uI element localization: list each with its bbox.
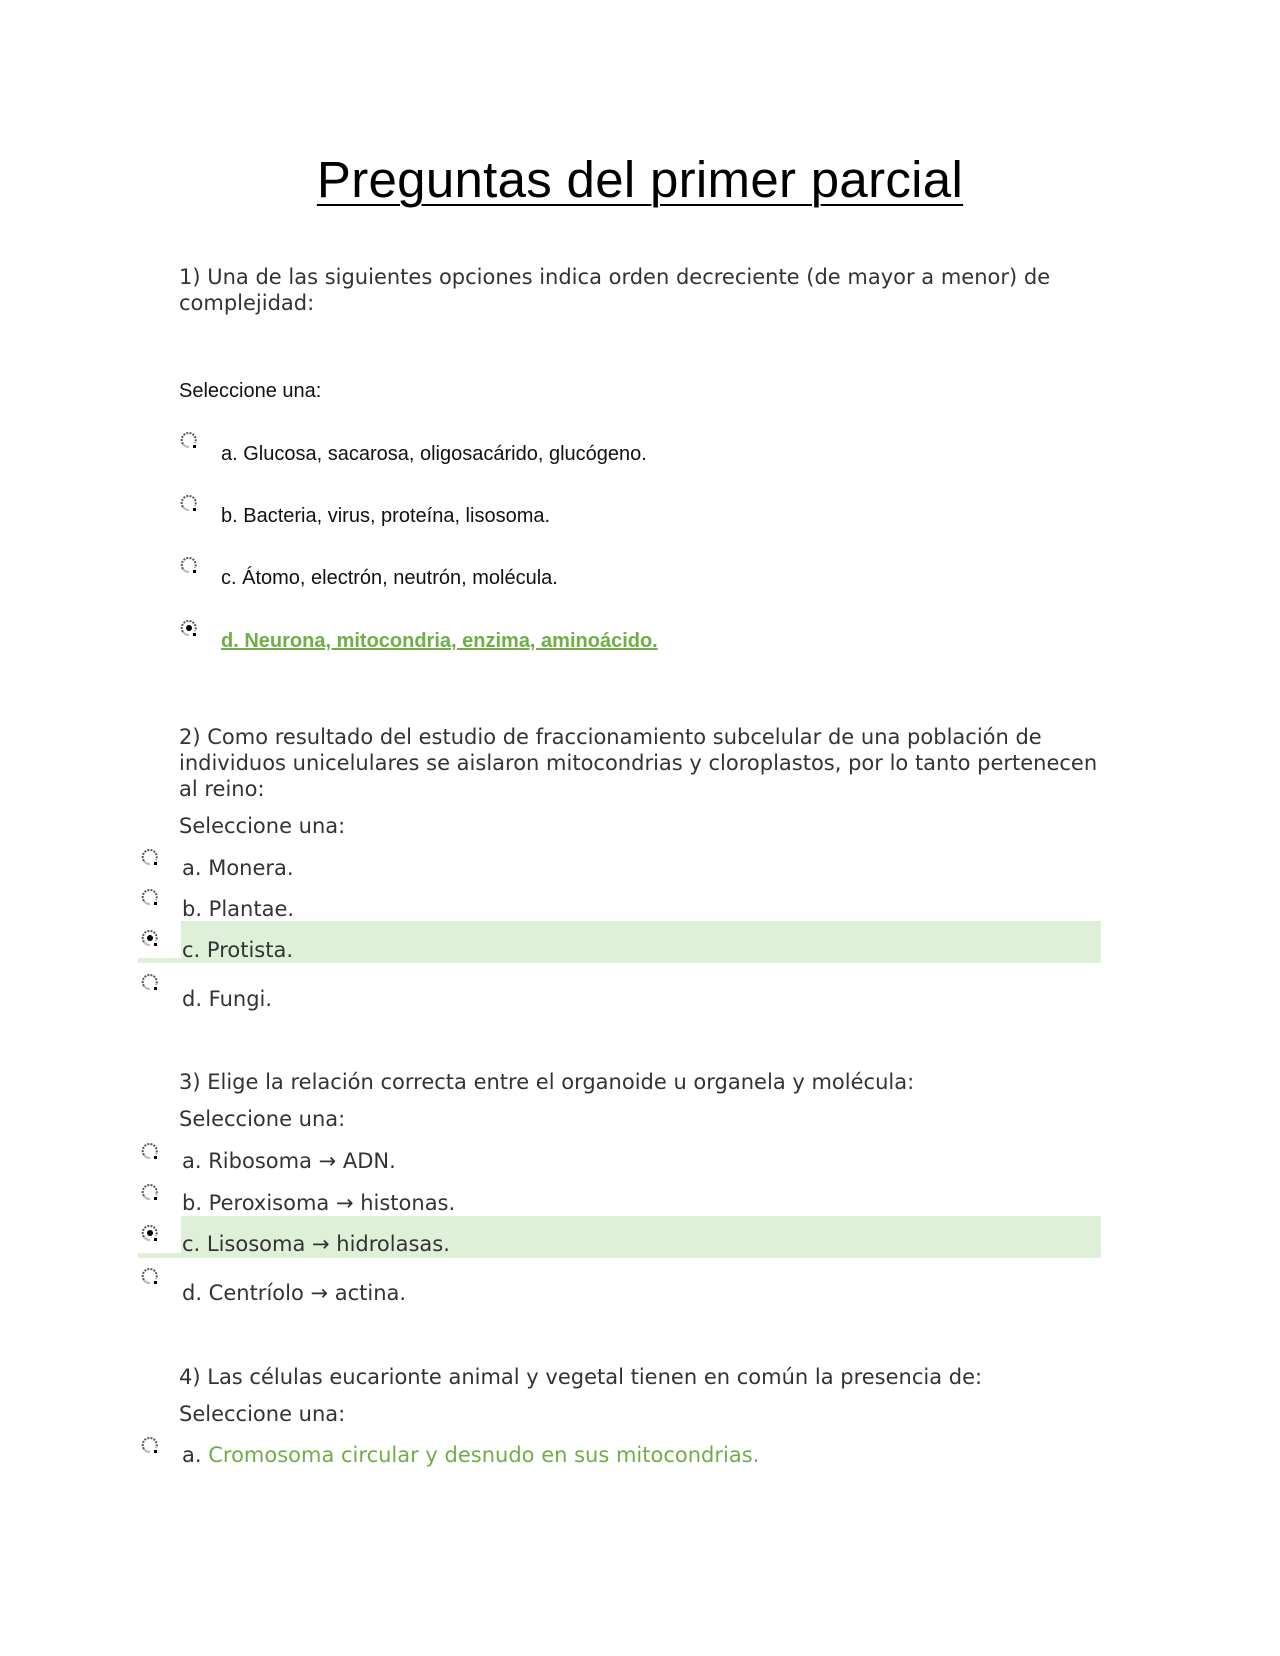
q1-option-a[interactable]: a. Glucosa, sacarosa, oligosacárido, glucógeno. — [221, 443, 647, 465]
q2-option-a-radio[interactable] — [140, 847, 160, 867]
q1-option-b[interactable]: b. Bacteria, virus, proteína, lisosoma. — [221, 505, 551, 527]
question-2-prompt: Seleccione una: — [179, 814, 346, 838]
q1-option-a-radio[interactable] — [179, 430, 199, 450]
question-4-text — [179, 1364, 1099, 1390]
question-4-number: 4) — [179, 1365, 201, 1389]
q3-option-a-radio[interactable] — [140, 1141, 160, 1161]
q4-option-a[interactable] — [182, 1443, 759, 1467]
q2-selected-highlight-edge — [138, 958, 181, 963]
q4-option-a-letter: a. — [182, 1443, 209, 1467]
q4-option-a-radio[interactable] — [140, 1435, 160, 1455]
q2-option-a[interactable]: a. Monera. — [182, 856, 294, 880]
q1-option-b-radio[interactable] — [179, 493, 199, 513]
question-3-prompt: Seleccione una: — [179, 1107, 346, 1131]
question-3-text — [179, 1069, 1099, 1095]
page-title: Preguntas del primer parcial — [316, 151, 964, 208]
question-4-body: Las células eucarionte animal y vegetal tienen en común la presencia de: — [200, 1365, 983, 1389]
q2-selected-highlight — [181, 921, 1101, 963]
question-1-text — [179, 264, 1099, 316]
q2-option-d-radio[interactable] — [140, 972, 160, 992]
question-3-body: Elige la relación correcta entre el organoide u organela y molécula: — [200, 1070, 915, 1094]
q3-option-d-radio[interactable] — [140, 1266, 160, 1286]
q3-option-b[interactable]: b. Peroxisoma → histonas. — [182, 1191, 456, 1215]
q1-option-d[interactable]: d. Neurona, mitocondria, enzima, aminoácido. — [221, 630, 658, 652]
question-2-body: Como resultado del estudio de fraccionamiento subcelular de una población de individuos unicelulares se aislaron mitocondrias y cloroplastos, por lo tanto pertenecen al reino: — [179, 725, 1098, 801]
question-2-number: 2) — [179, 725, 201, 749]
q2-option-b-radio[interactable] — [140, 887, 160, 907]
question-1-number: 1) — [179, 265, 201, 289]
question-3-number: 3) — [179, 1070, 201, 1094]
q3-option-c[interactable]: c. Lisosoma → hidrolasas. — [182, 1232, 450, 1256]
question-4-prompt: Seleccione una: — [179, 1402, 346, 1426]
q3-option-c-radio[interactable] — [140, 1223, 160, 1243]
q2-option-d[interactable]: d. Fungi. — [182, 987, 273, 1011]
q1-option-c[interactable]: c. Átomo, electrón, neutrón, molécula. — [221, 567, 558, 589]
q3-option-d[interactable]: d. Centríolo → actina. — [182, 1281, 407, 1305]
q1-option-c-radio[interactable] — [179, 555, 199, 575]
q3-option-a[interactable]: a. Ribosoma → ADN. — [182, 1149, 396, 1173]
question-2-text — [179, 724, 1099, 802]
q1-option-d-radio[interactable] — [179, 618, 199, 638]
q2-option-c[interactable]: c. Protista. — [182, 938, 293, 962]
q2-option-b[interactable]: b. Plantae. — [182, 897, 295, 921]
q3-selected-highlight-edge — [138, 1253, 181, 1258]
q4-option-a-text: Cromosoma circular y desnudo en sus mitocondrias. — [208, 1443, 760, 1467]
q3-option-b-radio[interactable] — [140, 1182, 160, 1202]
q2-option-c-radio[interactable] — [140, 928, 160, 948]
question-1-prompt: Seleccione una: — [179, 380, 322, 402]
question-1-body: Una de las siguientes opciones indica orden decreciente (de mayor a menor) de complejidad: — [179, 265, 1051, 315]
